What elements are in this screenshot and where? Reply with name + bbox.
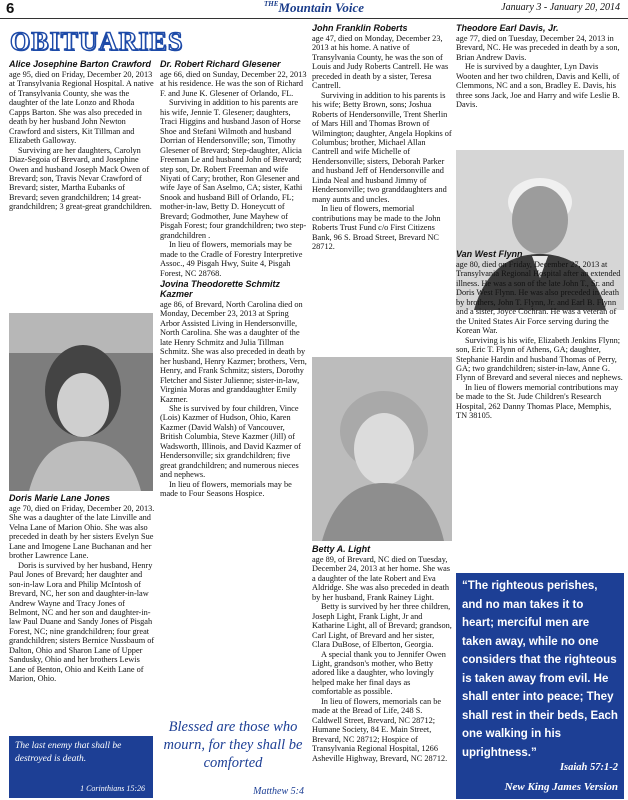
obituary-roberts: John Franklin Roberts age 47, died on Monday, December 23, 2013 at his home. A native of Transylvania County, he was the son of Louis and Judy Roberts Cantrell. He was preceded in death by a sister, Teresa Cantrell. Surviving in addition to his parents is his wife; Betty Brown, sons; Joshua Roberts of Hendersonville, Trent Sherlin of Mars Hill and Thomas Brown of Wilmington; daughter, Angela Hopkins of Columbus; brother, Michael Allan Cantrell and wife Michelle of Hendersonville; sisters, Deborah Parker and husband Jeff of Hendersonville and Linda Neal and husband Jimmy of Hendersonville; two granddaughters and many aunts and uncles. In lieu of flowers, memorial contributions may be made to the John Roberts Trust Fund c/o First Citizens Bank, 96 S. Broad Street, Brevard NC 28712. xyxy=(312,23,452,251)
obituary-crawford: Alice Josephine Barton Crawford age 95, died on Friday, December 20, 2013 at Transylvania Regional Hospital. A native of Transylvania County, she was the daughter of the late Lonzo and Rhoda Capps Barton. She was also preceded in death by her husband John Newton Crawford and sisters, Kit Tillman and Elizabeth Galloway. Surviving are her daughters, Carolyn Diaz-Segoia of Brevard, and Josephine Owen and husband Joseph Mack Owen of Brevard; son, Travis Nevar Crawford of Brevard; sister, Martha Eubanks of Brevard; seven grandchildren; 14 great-grandchildren; 3 great-great grandchildren. xyxy=(9,58,156,212)
obituary-glesener: Dr. Robert Richard Glesener age 66, died on Sunday, December 22, 2013 at his residence. He was the son of Richard F. and June K. Glesener of Orlando, FL. Surviving in addition to his parents are his wife, Jennie T. Glesener; daughters, Traci Higgins and husband Jason of Horse Shoe and Stefani Wilmoth and husband Dorrian of Hendersonville; son, Timothy Glesener of Brevard; Step-daughter, Alicia Freeman Le and husband John of Brevard; step son, Dr. Robert Freeman and wife Niyati of Cary; brother, Ron Glesener and wife Jaye of San Aselmo, CA; sister, Kathi Snook and husband Bill of Orlando, FL; mother-in-law, Betty D. Honeycutt of Brevard; Godmother, June Mayhew of Pisgah Forest; four grandchildren; two step-grandchildren . In lieu of flowers, memorials may be made to the Cradle of Forestry Interpretive Assoc., 49 Pisgah Hwy, Suite 4, Pisgah Forest, NC 28768. Jovina Theodorette Schmitz Kazmer age 86, of Brevard, North Carolina died on Monday, December 23, 2013 at Spring Arbor Assisted Living in Hendersonville, North Carolina. She was a daughter of the late Henry Schmitz and Julia Tillman Schmitz. She was also preceded in death by her husband, Henry Kazmer; brothers, Vern, Henry, and Frank Schmitz; sisters, Dorothy Fletcher and Sister Julienne; sister-in-law, Virginia Moras and granddaughter Emily Kazmer. She is survived by four children, Vince (Lois) Kazmer of Hudson, Ohio, Karen Kazmer (David Walsh) of Vancouver, British Columbia, Steve Kazmer (Jill) of Wadsworth, Illinois, and David Kazmer of Hendersonville; six grandchildren; five great grandchildren; and numerous nieces and nephews. In lieu of flowers, memorials may be made to Four Seasons Hospice. xyxy=(160,59,307,499)
obituary-name: Van West Flynn xyxy=(456,249,523,259)
photo-doris-jones xyxy=(9,313,153,491)
quote-corinthians: The last enemy that shall be destroyed is death. 1 Corinthians 15:26 xyxy=(9,736,153,798)
obituary-name: John Franklin Roberts xyxy=(312,23,408,33)
obituary-name: Theodore Earl Davis, Jr. xyxy=(456,23,559,33)
obituary-name: Betty A. Light xyxy=(312,544,371,554)
page-number: 6 xyxy=(6,0,15,17)
obituary-davis: Theodore Earl Davis, Jr. age 77, died on Tuesday, December 24, 2013 in Brevard, NC. He was preceded in death by a son, Brian Andrew Davis. He is survived by a daughter, Lyn Davis Wooten and her two children, Davis and Kelli, of Clemmons, NC and a son, Bradley E. Davis, his three sons Jack, Joe and Harry and wife Leslie B. Davis. xyxy=(456,22,624,110)
obituary-flynn: Van West Flynn age 80, died on Friday, December 27, 2013 at Transylvania Regional Hospital after an extended illness. He was a son of the late John T., Sr. and Doris West Flynn. He was also preceded in death by brothers, John T. Flynn, Jr. and Earl B. Flynn and a sister, Joyce Cochran. He was a veteran of the United States Air Force serving during the Korean War. Surviving is his wife, Elizabeth Jenkins Flynn; son, Eric T. Flynn of Athens, GA; daughter, Stephanie Hardin and husband Thomas of Perry, GA; two grandchildren; sister-in-law, Anne G. Flynn of Brevard and several nieces and nephews. In lieu of flowers memorial contributions may be made to the St. Jude Children's Research Hospital, 262 Danny Thomas Place, Memphis, TN 38105. xyxy=(456,249,623,421)
photo-betty-light xyxy=(312,357,452,541)
section-title: OBITUARIES xyxy=(10,27,184,56)
obituary-light: Betty A. Light age 89, of Brevard, NC died on Tuesday, December 24, 2013 at her home. She was a daughter of the late Robert and Eva Aldridge. She was also preceded in death by her husband, Frank Rainey Light. Betty is survived by her three children, Joseph Light, Frank Light, Jr and Katharine Light, all of Brevard; grandson, Carl Light, of Brevard and her sister, Clara DuBose, of Elberton, Georgia. A special thank you to Jennifer Owen Light, grandson's mother, who Betty adored like a daughter, who lovingly helped make her final days as comfortable as possible. In lieu of flowers, memorials can be made at the Bread of Life, 248 S. Caldwell Street, Brevard, NC 28712; Humane Society, 84 E. Main Street, Brevard, NC 28712; Hospice of Transylvania Regional Hospital, 1266 Asheville Highway, Brevard, NC 28712. xyxy=(312,544,452,763)
masthead: $^{THE}$Mountain Voice xyxy=(264,0,364,15)
page-header xyxy=(0,0,628,19)
quote-matthew: Blessed are those who mourn, for they shall be comforted Matthew 5:4 xyxy=(160,716,306,800)
quote-isaiah: “The righteous perishes, and no man takes it to heart; merciful men are taken away, while no one considers that the righteous is taken away from evil. He shall enter into peace; They shall rest in their beds, Each one walking in his uprightness.” Isaiah 57:1-2 New King James Version xyxy=(456,573,624,799)
obituary-name: Jovina Theodorette Schmitz Kazmer xyxy=(160,278,281,299)
issue-date: January 3 - January 20, 2014 xyxy=(501,2,620,13)
obituary-name: Doris Marie Lane Jones xyxy=(9,493,111,503)
obituary-name: Alice Josephine Barton Crawford xyxy=(9,59,152,69)
obituary-jones: Doris Marie Lane Jones age 70, died on Friday, December 20, 2013. She was a daughter of the late Linville and Velna Lane of Marion Ohio. She was also preceded in death by her sisters Evelyn Sue Lane and Imogene Lane Buchanan and her brother Lawrence Lane. Doris is survived by her husband, Henry Paul Jones of Brevard; her daughter and son-in-law Lora and Philip McIntosh of Brevard, NC, her son and daughter-in-law Andrew Wayne and Tracy Jones of Belmont, NC and her son and daughter-in-law Paul Duane and Sandy Jones of Pisgah Forest, NC; nine grandchildren; four great grandchildren; sisters Bernice Nussbaum of Dalton, Ohio and Sharon Lane of Upper Sandusky, Ohio and her brothers Lewis Lane of Benton, Ohio and Keith Lane of Marion, Ohio. xyxy=(9,493,155,684)
obituary-name: Dr. Robert Richard Glesener xyxy=(160,59,281,69)
